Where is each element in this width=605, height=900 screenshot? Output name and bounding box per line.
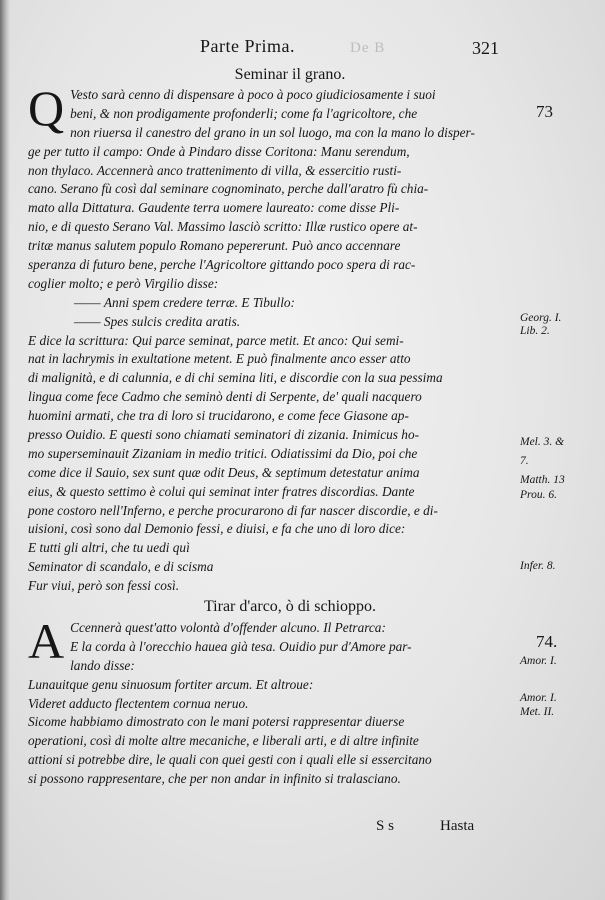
text-line: speranza di futuro bene, perche l'Agricoltore gittando poco spera di rac- xyxy=(28,257,416,273)
drop-cap-q: Q xyxy=(28,80,65,136)
text-line: Videret adducto flectentem cornua neruo. xyxy=(28,695,249,711)
text-line: attioni si potrebbe dire, le quali con quei gesti con i quali elle si essercitano xyxy=(28,752,432,768)
margin-note: Prou. 6. xyxy=(520,489,557,501)
margin-number-73: 73 xyxy=(536,102,553,121)
margin-note: Amor. I. xyxy=(520,655,557,667)
verse-text: Spes sulcis credita aratis. xyxy=(103,313,241,329)
text-line: nat in lachrymis in exultatione metent. E può finalmente anco esser atto xyxy=(28,351,411,367)
text-line: uisioni, così sono dal Demonio fessi, e diuisi, e fa che uno di loro dice: xyxy=(28,521,406,537)
verse-line xyxy=(28,313,514,332)
signature-mark: S s xyxy=(376,818,394,834)
margin-note: Mel. 3. & xyxy=(520,436,565,448)
text-line: E dice la scrittura: Qui parce seminat, parce metit. Et anco: Qui semi- xyxy=(28,332,404,348)
text-line: lando disse: xyxy=(70,657,135,673)
text-line: ge per tutto il campo: Onde à Pindaro disse Coritona: Manu serendum, xyxy=(28,143,410,159)
margin-note: 7. xyxy=(520,455,529,467)
text-line: pone costoro nell'Inferno, e perche procurarono di far nascer discordie, e di- xyxy=(28,502,438,518)
section-body-seminar xyxy=(28,80,514,596)
page-number: 321 xyxy=(472,38,499,58)
verse-line xyxy=(28,294,514,313)
verse-dash: —— xyxy=(74,294,104,310)
text-line: nio, e di questo Serano Val. Massimo lasciò scritto: Illæ rustico opere at- xyxy=(28,219,418,235)
margin-note: Amor. I. xyxy=(520,692,557,704)
text-line: Ccennerà quest'atto volontà d'offender alcuno. Il Petrarca: xyxy=(70,620,386,635)
tercet-line: E tutti gli altri, che tu uedi quì xyxy=(28,540,190,556)
verse-dash: —— xyxy=(74,313,104,329)
running-head: Parte Prima. xyxy=(200,36,295,56)
verse-text: Anni spem credere terræ. E Tibullo: xyxy=(103,294,295,310)
text-line: si possono rappresentare, che per non andar in infinito si tralasciano. xyxy=(28,771,401,787)
section-heading-tirar: Tirar d'arco, ò di schioppo. xyxy=(203,598,377,615)
tercet-line: Fur viui, però son fessi così. xyxy=(28,578,180,594)
show-through-text: De B xyxy=(350,40,386,56)
margin-number-74: 74. xyxy=(536,632,558,651)
margin-note: Met. II. xyxy=(520,706,555,718)
margin-note: Georg. I. xyxy=(520,312,562,324)
text-line: Lunauitque genu sinuosum fortiter arcum. Et altroue: xyxy=(28,676,314,692)
text-line: non riuersa il canestro del grano in un sol luogo, ma con la mano lo disper- xyxy=(70,124,475,140)
tercet-line: Seminator di scandalo, e di scisma xyxy=(28,559,214,575)
text-line: beni, & non prodigamente profonderli; come fa l'agricoltore, che xyxy=(70,105,418,121)
text-line: mato alla Dittatura. Gaudente terra uomere laureato: come disse Pli- xyxy=(28,200,400,216)
text-line: E la corda à l'orecchio hauea già tesa. Ouidio pur d'Amore par- xyxy=(70,638,412,654)
text-line: Sicome habbiamo dimostrato con le mani potersi rappresentar diuerse xyxy=(28,714,405,730)
catchword: Hasta xyxy=(440,818,475,834)
section-heading-seminar: Seminar il grano. xyxy=(234,66,346,83)
text-line: non thylaco. Accennerà anco trattenimento di villa, & essercitio rusti- xyxy=(28,162,402,178)
text-line: coglier molto; e però Virgilio disse: xyxy=(28,275,219,291)
page-gutter-shadow xyxy=(0,0,10,900)
text-line: di malignità, e di calunnia, e di chi semina liti, e discordie con la sua pessima xyxy=(28,370,443,386)
margin-note: Infer. 8. xyxy=(520,560,556,572)
text-line: eius, & questo settimo è colui qui seminat inter fratres discordias. Dante xyxy=(28,483,415,499)
margin-note: Lib. 2. xyxy=(520,325,550,337)
drop-cap-a: A xyxy=(28,613,65,669)
text-line: mo superseminauit Zizaniam in medio tritici. Odiatissimi da Dio, poi che xyxy=(28,445,418,461)
text-line: huomini armati, che tra di loro si trucidarono, e come fece Giasone ap- xyxy=(28,408,409,424)
section-body-tirar xyxy=(28,613,514,789)
margin-note: Matth. 13 xyxy=(520,474,565,486)
text-line: Vesto sarà cenno di dispensare à poco à poco giudiciosamente i suoi xyxy=(70,87,436,102)
text-line: cano. Serano fù così dal seminare cognominato, perche dall'aratro fù chia- xyxy=(28,181,429,197)
text-line: tritæ manus salutem populo Romano pepererunt. Può anco accennare xyxy=(28,238,401,254)
text-line: operationi, così di molte altre mecaniche, e liberali arti, e di altre infinite xyxy=(28,733,419,749)
text-line: presso Ouidio. E questi sono chiamati seminatori di zizania. Inimicus ho- xyxy=(28,427,420,443)
text-line: come dice il Sauio, sex sunt quæ odit Deus, & septimum detestatur anima xyxy=(28,464,420,480)
text-line: lingua come fece Cadmo che seminò denti di Serpente, de' quali nacquero xyxy=(28,389,422,405)
